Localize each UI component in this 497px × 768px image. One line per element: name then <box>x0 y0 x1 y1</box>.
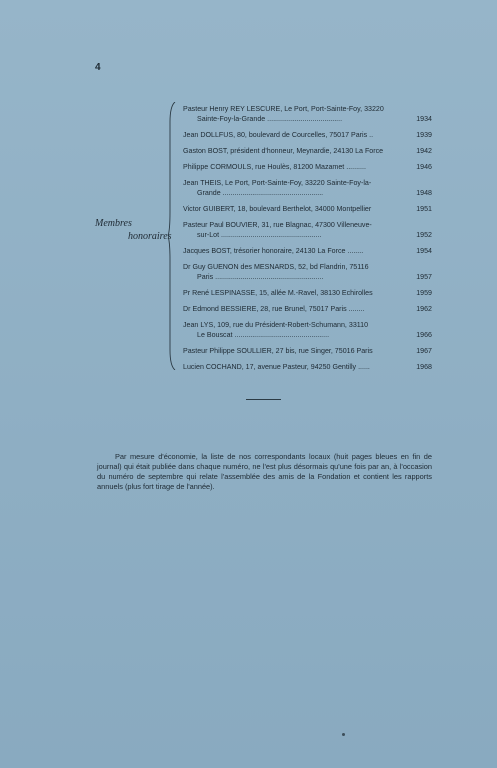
member-line1: Dr Guy GUENON des MESNARDS, 52, bd Flandrin, 75116 <box>183 263 369 271</box>
member-entry <box>183 346 432 356</box>
member-line1: Jacques BOST, trésorier honoraire, 24130 La Force ........ <box>183 247 364 255</box>
section-label <box>95 217 171 243</box>
member-line1: Gaston BOST, président d'honneur, Meynardie, 24130 La Force <box>183 147 384 155</box>
member-year: 1959 <box>416 289 432 297</box>
member-line1: Jean DOLLFUS, 80, boulevard de Courcelles, 75017 Paris .. <box>183 131 374 139</box>
member-text <box>183 204 412 214</box>
member-year: 1934 <box>416 115 432 123</box>
honorary-members-list <box>183 104 432 378</box>
notice-paragraph: Par mesure d'économie, la liste de nos correspondants locaux (huit pages bleues en fin de journal) qui était publiée dans chaque numéro, ne l'est plus désormais qu'une fois par an, à l'occasion du numéro de septembre qui relate l'assemblée des amis de la Fondation et contient les rapports annuels (plus fort tirage de l'année). <box>97 452 432 491</box>
divider <box>246 399 281 400</box>
member-line1: Victor GUIBERT, 18, boulevard Berthelot, 34000 Montpellier <box>183 205 372 213</box>
member-year: 1951 <box>416 205 432 213</box>
member-line2: Paris ....................................................... <box>197 273 324 281</box>
member-line1: Philippe CORMOULS, rue Houlès, 81200 Mazamet .......... <box>183 163 366 171</box>
page-number: 4 <box>95 62 101 73</box>
member-line1: Jean LYS, 109, rue du Président-Robert-Schumann, 33110 <box>183 321 369 329</box>
member-entry <box>183 104 432 124</box>
member-entry <box>183 220 432 240</box>
member-entry <box>183 204 432 214</box>
member-year: 1948 <box>416 189 432 197</box>
member-line1: Jean THEIS, Le Port, Port-Sainte-Foy, 33220 Sainte-Foy-la- <box>183 179 372 187</box>
member-line1: Dr Edmond BESSIERE, 28, rue Brunel, 75017 Paris ........ <box>183 305 365 313</box>
member-entry <box>183 130 432 140</box>
member-year: 1962 <box>416 305 432 313</box>
member-year: 1954 <box>416 247 432 255</box>
member-year: 1957 <box>416 273 432 281</box>
member-entry <box>183 246 432 256</box>
member-entry <box>183 262 432 282</box>
section-label-line2: honoraires <box>128 231 172 242</box>
member-year: 1952 <box>416 231 432 239</box>
member-text <box>183 104 412 124</box>
member-entry <box>183 362 432 372</box>
member-year: 1942 <box>416 147 432 155</box>
member-line2: Grande ................................................... <box>197 189 324 197</box>
member-line1: Pasteur Paul BOUVIER, 31, rue Blagnac, 47300 Villeneuve- <box>183 221 372 229</box>
member-year: 1966 <box>416 331 432 339</box>
member-text <box>183 320 412 340</box>
member-text <box>183 288 412 298</box>
member-text <box>183 262 412 282</box>
member-entry <box>183 162 432 172</box>
member-line1: Pasteur Henry REY LESCURE, Le Port, Port-Sainte-Foy, 33220 <box>183 105 384 113</box>
member-entry <box>183 178 432 198</box>
member-text <box>183 146 412 156</box>
member-line1: Pasteur Philippe SOULLIER, 27 bis, rue Singer, 75016 Paris <box>183 347 373 355</box>
curly-brace-icon <box>168 102 176 370</box>
member-text <box>183 162 412 172</box>
member-line1: Lucien COCHAND, 17, avenue Pasteur, 94250 Gentilly ...... <box>183 363 370 371</box>
member-line1: Pr René LESPINASSE, 15, allée M.-Ravel, 38130 Echirolles <box>183 289 373 297</box>
member-entry <box>183 320 432 340</box>
member-line2: Le Bouscat ................................................ <box>197 331 330 339</box>
member-entry <box>183 304 432 314</box>
member-text <box>183 362 412 372</box>
member-year: 1967 <box>416 347 432 355</box>
section-label-line1: Membres <box>95 218 132 229</box>
member-text <box>183 178 412 198</box>
member-line2: Sainte-Foy-la-Grande ...................................... <box>197 115 343 123</box>
member-text <box>183 220 412 240</box>
member-text <box>183 304 412 314</box>
member-text <box>183 246 412 256</box>
member-year: 1939 <box>416 131 432 139</box>
member-entry <box>183 288 432 298</box>
paper-speck <box>342 733 345 736</box>
member-year: 1968 <box>416 363 432 371</box>
member-line2: sur-Lot ................................................... <box>197 231 322 239</box>
member-text <box>183 130 412 140</box>
member-text <box>183 346 412 356</box>
member-entry <box>183 146 432 156</box>
member-year: 1946 <box>416 163 432 171</box>
